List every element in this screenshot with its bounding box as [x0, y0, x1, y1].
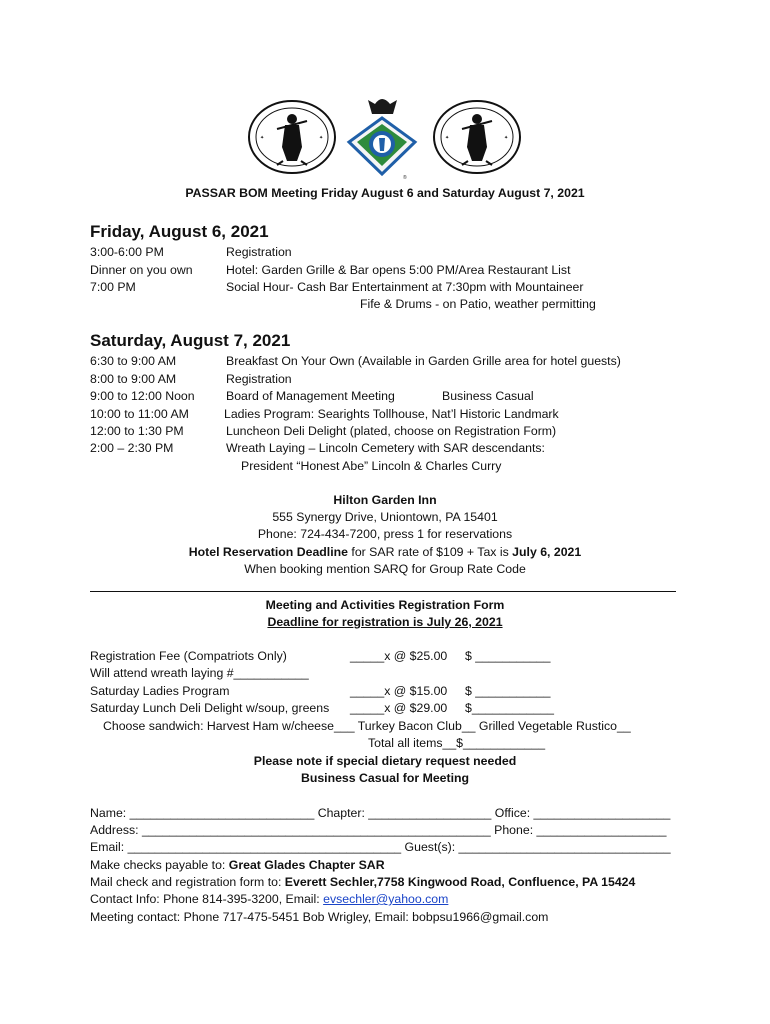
- saturday-time: 12:00 to 1:30 PM: [90, 424, 184, 438]
- checks-payable: [90, 858, 385, 872]
- saturday-desc: Luncheon Deli Delight (plated, choose on Registration Form): [226, 424, 557, 438]
- form-line-label: Saturday Lunch Deli Delight w/soup, greens: [90, 701, 330, 715]
- saturday-time: 10:00 to 11:00 AM: [90, 407, 189, 421]
- form-line-label: Saturday Ladies Program: [90, 684, 230, 698]
- form-line-qty[interactable]: _____x @ $25.00: [350, 649, 448, 663]
- hotel-deadline-label: Hotel Reservation Deadline: [188, 545, 348, 559]
- saturday-desc: Ladies Program: Searights Tollhouse, Nat’l Historic Landmark: [224, 407, 559, 421]
- meeting-contact: Meeting contact: Phone 717-475-5451 Bob Wrigley, Email: bobpsu1966@gmail.com: [90, 910, 549, 924]
- saturday-desc: Board of Management Meeting: [226, 389, 395, 403]
- saturday-continuation: President “Honest Abe” Lincoln & Charles Curry: [241, 459, 502, 473]
- svg-text:✦: ✦: [504, 135, 509, 141]
- form-line-amount[interactable]: $ ___________: [465, 684, 551, 698]
- hotel-phone: Phone: 724-434-7200, press 1 for reservations: [257, 527, 513, 541]
- saturday-heading: Saturday, August 7, 2021: [90, 331, 291, 350]
- svg-text:✦: ✦: [260, 135, 265, 141]
- contact-prefix: Contact Info: Phone 814-395-3200, Email:: [90, 892, 324, 906]
- email-guests-fields[interactable]: Email: ________________________________________ Guest(s): _______________________________: [90, 840, 671, 854]
- contact-email-link[interactable]: evsechler@yahoo.com: [323, 892, 449, 906]
- svg-text:✦: ✦: [445, 135, 450, 141]
- form-deadline: Deadline for registration is July 26, 2021: [267, 615, 503, 629]
- hotel-name: Hilton Garden Inn: [333, 493, 437, 507]
- hotel-address: 555 Synergy Drive, Uniontown, PA 15401: [272, 510, 498, 524]
- form-line-qty[interactable]: _____x @ $15.00: [350, 684, 448, 698]
- saturday-time: 9:00 to 12:00 Noon: [90, 389, 195, 403]
- contact-info: [90, 892, 448, 906]
- friday-desc: Registration: [226, 245, 292, 259]
- friday-heading: Friday, August 6, 2021: [90, 222, 269, 241]
- checks-prefix: Make checks payable to:: [90, 858, 229, 872]
- hotel-deadline-text: for SAR rate of $109 + Tax is: [348, 545, 513, 559]
- friday-time: 3:00-6:00 PM: [90, 245, 164, 259]
- form-title: Meeting and Activities Registration Form: [265, 598, 505, 612]
- name-chapter-office-fields[interactable]: Name: ___________________________ Chapter: __________________ Office: ____________________: [90, 806, 671, 820]
- booking-note: When booking mention SARQ for Group Rate Code: [244, 562, 526, 576]
- saturday-time: 8:00 to 9:00 AM: [90, 372, 177, 386]
- section-divider: [90, 591, 676, 592]
- document-title: PASSAR BOM Meeting Friday August 6 and Saturday August 7, 2021: [185, 186, 585, 200]
- dress-code-note: Business Casual: [442, 389, 534, 403]
- total-line[interactable]: Total all items__$____________: [368, 736, 546, 750]
- friday-desc: Social Hour- Cash Bar Entertainment at 7:30pm with Mountaineer: [226, 280, 584, 294]
- mail-instructions: [90, 875, 635, 889]
- checks-payee: Great Glades Chapter SAR: [228, 858, 385, 872]
- mail-prefix: Mail check and registration form to:: [90, 875, 285, 889]
- saturday-desc: Wreath Laying – Lincoln Cemetery with SAR descendants:: [226, 441, 545, 455]
- form-line-qty[interactable]: _____x @ $29.00: [350, 701, 448, 715]
- svg-text:✦: ✦: [319, 135, 324, 141]
- friday-time: Dinner on you own: [90, 263, 193, 277]
- hotel-deadline-date: July 6, 2021: [512, 545, 582, 559]
- saturday-desc: Registration: [226, 372, 292, 386]
- saturday-time: 2:00 – 2:30 PM: [90, 441, 174, 455]
- form-line-amount[interactable]: $ ___________: [465, 649, 551, 663]
- sar-insignia-logo: [345, 94, 420, 184]
- left-minuteman-seal: [247, 99, 337, 175]
- form-line-label: Registration Fee (Compatriots Only): [90, 649, 287, 663]
- form-line-label[interactable]: Will attend wreath laying #___________: [90, 666, 309, 680]
- hotel-deadline: [0, 545, 770, 559]
- dress-note: Business Casual for Meeting: [300, 771, 470, 785]
- address-phone-fields[interactable]: Address: ___________________________________________________ Phone: ___________________: [90, 823, 667, 837]
- form-line-amount[interactable]: $____________: [465, 701, 554, 715]
- saturday-desc: Breakfast On Your Own (Available in Garden Grille area for hotel guests): [226, 354, 621, 368]
- friday-desc: Hotel: Garden Grille & Bar opens 5:00 PM/Area Restaurant List: [226, 263, 571, 277]
- saturday-time: 6:30 to 9:00 AM: [90, 354, 177, 368]
- friday-time: 7:00 PM: [90, 280, 136, 294]
- dietary-note: Please note if special dietary request needed: [253, 754, 517, 768]
- svg-text:®: ®: [403, 175, 407, 181]
- sandwich-choice[interactable]: Choose sandwich: Harvest Ham w/cheese___ Turkey Bacon Club__ Grilled Vegetable Rustico__: [103, 719, 631, 733]
- friday-continuation: Fife & Drums - on Patio, weather permitting: [360, 297, 596, 311]
- mail-address: Everett Sechler,7758 Kingwood Road, Confluence, PA 15424: [284, 875, 636, 889]
- right-minuteman-seal: [432, 99, 522, 175]
